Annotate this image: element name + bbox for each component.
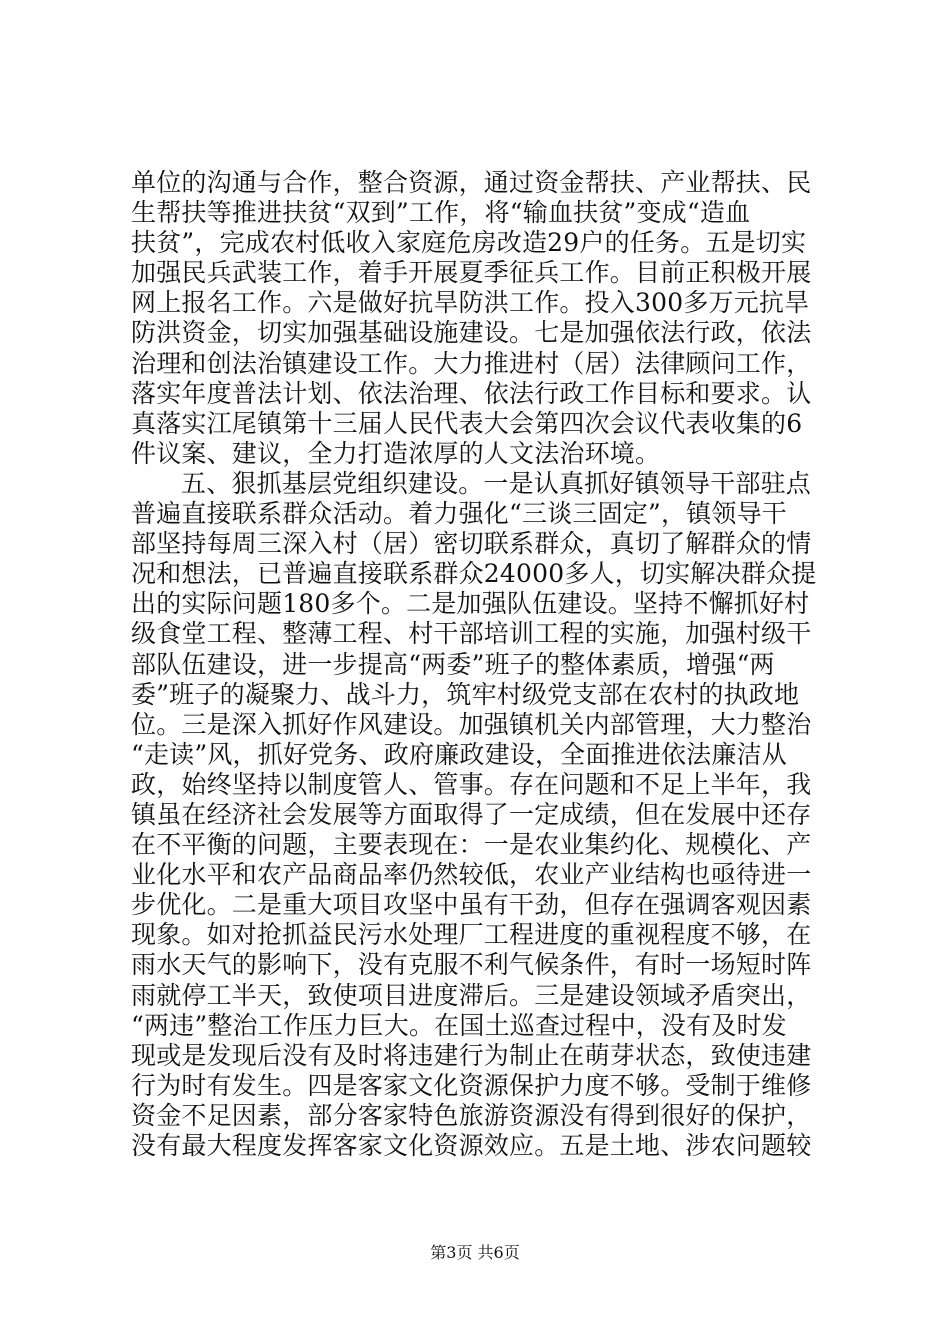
text-line: 资金不足因素，部分客家特色旅游资源没有得到很好的保护， bbox=[131, 1100, 812, 1130]
text-line: 镇虽在经济社会发展等方面取得了一定成绩，但在发展中还存 bbox=[131, 799, 812, 829]
text-line: 落实年度普法计划、依法治理、依法行政工作目标和要求。认 bbox=[131, 378, 812, 408]
text-line: 政，始终坚持以制度管人、管事。存在问题和不足上半年，我 bbox=[131, 769, 812, 799]
text-line: “两违”整治工作压力巨大。在国土巡查过程中，没有及时发 bbox=[131, 1010, 787, 1040]
text-line: 业化水平和农产品商品率仍然较低，农业产业结构也亟待进一 bbox=[131, 860, 812, 890]
text-line: 扶贫”，完成农村低收入家庭危房改造29户的任务。五是切实 bbox=[131, 228, 807, 258]
text-line: 现或是发现后没有及时将违建行为制止在萌芽状态，致使违建 bbox=[131, 1040, 812, 1070]
text-line: 出的实际问题180多个。二是加强队伍建设。坚持不懈抓好村 bbox=[131, 589, 810, 619]
text-line: 生帮扶等推进扶贫“双到”工作，将“输血扶贫”变成“造血 bbox=[131, 198, 751, 228]
body-text bbox=[131, 168, 831, 1161]
text-line: 没有最大程度发挥客家文化资源效应。五是土地、涉农问题较 bbox=[131, 1131, 812, 1160]
text-line: 况和想法，已普遍直接联系群众24000多人，切实解决群众提 bbox=[131, 559, 817, 589]
text-line: 雨水天气的影响下，没有克服不利气候条件，有时一场短时阵 bbox=[131, 950, 812, 980]
text-line: 防洪资金，切实加强基础设施建设。七是加强依法行政，依法 bbox=[131, 318, 812, 348]
text-line: 普遍直接联系群众活动。着力强化“三谈三固定”，镇领导干 bbox=[131, 499, 787, 529]
text-line: “走读”风，抓好党务、政府廉政建设，全面推进依法廉洁从 bbox=[131, 739, 787, 769]
text-line: 步优化。二是重大项目攻坚中虽有干劲，但存在强调客观因素 bbox=[131, 890, 812, 920]
text-line: 单位的沟通与合作，整合资源，通过资金帮扶、产业帮扶、民 bbox=[131, 168, 812, 197]
text-line: 网上报名工作。六是做好抗旱防洪工作。投入300多万元抗旱 bbox=[131, 288, 810, 318]
text-line: 级食堂工程、整薄工程、村干部培训工程的实施，加强村级干 bbox=[131, 619, 812, 649]
paragraph-start-line: 五、狠抓基层党组织建设。一是认真抓好镇领导干部驻点 bbox=[181, 468, 812, 498]
text-line: 位。三是深入抓好作风建设。加强镇机关内部管理，大力整治 bbox=[131, 709, 812, 739]
text-line: 真落实江尾镇第十三届人民代表大会第四次会议代表收集的6 bbox=[131, 408, 803, 438]
text-line: 件议案、建议，全力打造浓厚的人文法治环境。 bbox=[131, 438, 661, 468]
text-line: 现象。如对抢抓益民污水处理厂工程进度的重视程度不够，在 bbox=[131, 920, 812, 950]
text-line: 治理和创法治镇建设工作。大力推进村（居）法律顾问工作， bbox=[131, 348, 812, 378]
text-line: 部坚持每周三深入村（居）密切联系群众，真切了解群众的情 bbox=[131, 529, 812, 559]
text-line: 行为时有发生。四是客家文化资源保护力度不够。受制于维修 bbox=[131, 1070, 812, 1100]
text-line: 部队伍建设，进一步提高“两委”班子的整体素质，增强“两 bbox=[131, 649, 775, 679]
text-line: 委”班子的凝聚力、战斗力，筑牢村级党支部在农村的执政地 bbox=[131, 679, 800, 709]
text-line: 在不平衡的问题，主要表现在：一是农业集约化、规模化、产 bbox=[131, 830, 812, 860]
text-line: 雨就停工半天，致使项目进度滞后。三是建设领域矛盾突出， bbox=[131, 980, 812, 1010]
text-line: 加强民兵武装工作，着手开展夏季征兵工作。目前正积极开展 bbox=[131, 258, 812, 288]
page-number-footer: 第3页 共6页 bbox=[430, 1243, 520, 1262]
